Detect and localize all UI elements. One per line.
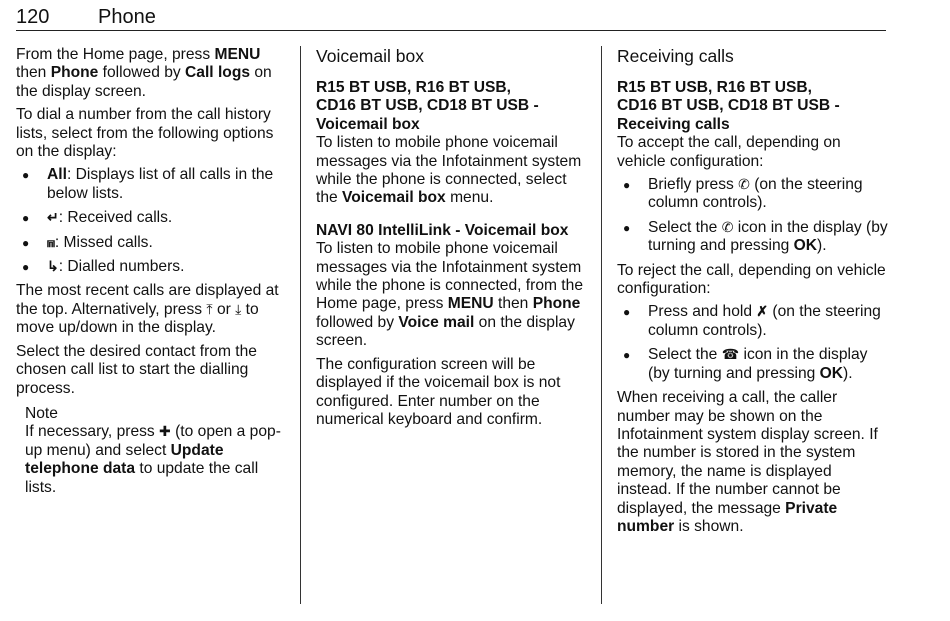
text: Briefly press: [648, 176, 739, 194]
column-divider: [601, 46, 602, 604]
accept-call-options: [617, 176, 889, 256]
dialled-numbers-icon: ↳: [47, 258, 59, 275]
call-list-options: [16, 166, 288, 276]
section-heading: Receiving calls: [617, 46, 734, 66]
text: Receiving calls: [617, 115, 730, 133]
text: or: [212, 300, 236, 318]
hang-up-icon: ☎: [721, 346, 740, 363]
ok-label: OK: [819, 364, 844, 382]
text: Voicemail box: [316, 115, 420, 133]
list-item: [617, 176, 889, 213]
column-call-logs: [16, 46, 288, 497]
ok-label: OK: [793, 237, 818, 255]
note-box: [16, 405, 288, 497]
text: If necessary, press: [25, 423, 160, 441]
text: is shown.: [674, 517, 744, 535]
arrow-down-icon: ⤓: [235, 300, 242, 317]
text: followed by: [98, 64, 186, 82]
text: : Missed calls.: [54, 233, 153, 251]
column-divider: [300, 46, 301, 604]
list-item: [617, 219, 889, 256]
all-label: All: [47, 166, 67, 184]
paragraph: The configuration screen will be displayed if the voicemail box is not configured. Enter number on the numerical keyboard and confirm.: [316, 355, 561, 428]
text: Press and hold: [648, 303, 757, 321]
page-number: 120: [16, 6, 50, 28]
phone-answer-icon: ✆: [721, 218, 734, 235]
column-receiving-calls: [617, 46, 889, 541]
text: The most recent calls are displayed at the top. Alternatively, press: [16, 282, 279, 318]
text: When receiving a call, the caller number may be shown on the Infotainment system display screen. If the number is stored in the system memory, the name is displayed instead. If the number cannot be displayed, the message: [617, 389, 878, 517]
text: To listen to mobile phone voicemail messages via the Infotainment system while the phone is connected, from the Home page, press: [316, 240, 583, 313]
received-calls-icon: ↵: [47, 209, 59, 226]
text: CD16 BT USB, CD18 BT USB -: [617, 97, 840, 115]
text: icon in the display (by turning and pressing: [648, 218, 888, 255]
text: menu.: [445, 189, 494, 207]
text: From the Home page, press: [16, 46, 215, 63]
list-item: [16, 234, 288, 252]
call-logs-label: Call logs: [185, 64, 251, 82]
paragraph: [316, 134, 590, 208]
text: to move up/down in the display.: [16, 300, 259, 337]
list-item: [16, 166, 288, 203]
text: CD16 BT USB, CD18 BT USB -: [316, 97, 539, 115]
note-title: Note: [25, 404, 58, 422]
menu-label: MENU: [447, 295, 494, 313]
update-telephone-data-label: Update telephone data: [25, 441, 224, 478]
phone-label: Phone: [532, 295, 581, 313]
text: To listen to mobile phone voicemail messages via the Infotainment system while the phone is connected, select the: [316, 134, 582, 207]
list-item: [617, 346, 889, 383]
paragraph: Select the desired contact from the chosen call list to start the dialling process.: [16, 342, 257, 397]
paragraph: [16, 46, 288, 101]
page-title: Phone: [98, 6, 156, 28]
section-heading: Voicemail box: [316, 46, 424, 66]
plus-icon: ✚: [159, 423, 171, 440]
paragraph: [16, 282, 288, 337]
subsection-heading: NAVI 80 IntelliLink - Voicemail box: [316, 221, 569, 239]
phone-label: Phone: [50, 64, 99, 82]
text: (on the steering column controls).: [648, 303, 881, 339]
text: ).: [817, 237, 827, 255]
missed-calls-icon: ⩎: [47, 233, 55, 250]
paragraph: To reject the call, depending on vehicle configuration:: [617, 261, 886, 298]
menu-label: MENU: [214, 46, 261, 63]
text: then: [493, 295, 533, 313]
text: (on the steering column controls).: [648, 176, 863, 212]
text: ).: [843, 364, 853, 382]
text: : Dialled numbers.: [58, 258, 185, 276]
text: (to open a pop-up menu) and select: [25, 423, 281, 459]
text: Select the: [648, 218, 722, 236]
arrow-up-icon: ⤒: [206, 300, 213, 317]
list-item: [617, 303, 889, 340]
text: followed by: [316, 313, 399, 331]
text: icon in the display (by turning and pressing: [648, 346, 868, 382]
list-item: [16, 209, 288, 227]
text: then: [16, 64, 51, 82]
paragraph: [617, 389, 889, 536]
voice-mail-label: Voice mail: [398, 313, 475, 331]
private-number-label: Private number: [617, 499, 838, 535]
phone-reject-icon: ✗: [756, 303, 769, 320]
subsection-heading: [316, 79, 590, 134]
text: Select the: [648, 346, 722, 364]
text: R15 BT USB, R16 BT USB,: [617, 79, 812, 96]
text: R15 BT USB, R16 BT USB,: [316, 79, 511, 96]
page-header: [16, 6, 886, 31]
text: : Received calls.: [58, 209, 173, 227]
subsection-heading: [617, 79, 889, 134]
text: : Displays list of all calls in the below lists.: [47, 166, 274, 202]
list-item: [16, 258, 288, 276]
column-voicemail: [316, 46, 590, 434]
paragraph: [316, 240, 590, 350]
text: on the display screen.: [316, 313, 575, 350]
text: on the display screen.: [16, 64, 272, 100]
reject-call-options: [617, 303, 889, 383]
voicemail-box-label: Voicemail box: [342, 189, 446, 207]
paragraph: To accept the call, depending on vehicle configuration:: [617, 134, 841, 170]
phone-answer-icon: ✆: [738, 176, 750, 193]
text: to update the call lists.: [25, 460, 259, 496]
paragraph: To dial a number from the call history lists, select from the following options on the display:: [16, 106, 274, 161]
